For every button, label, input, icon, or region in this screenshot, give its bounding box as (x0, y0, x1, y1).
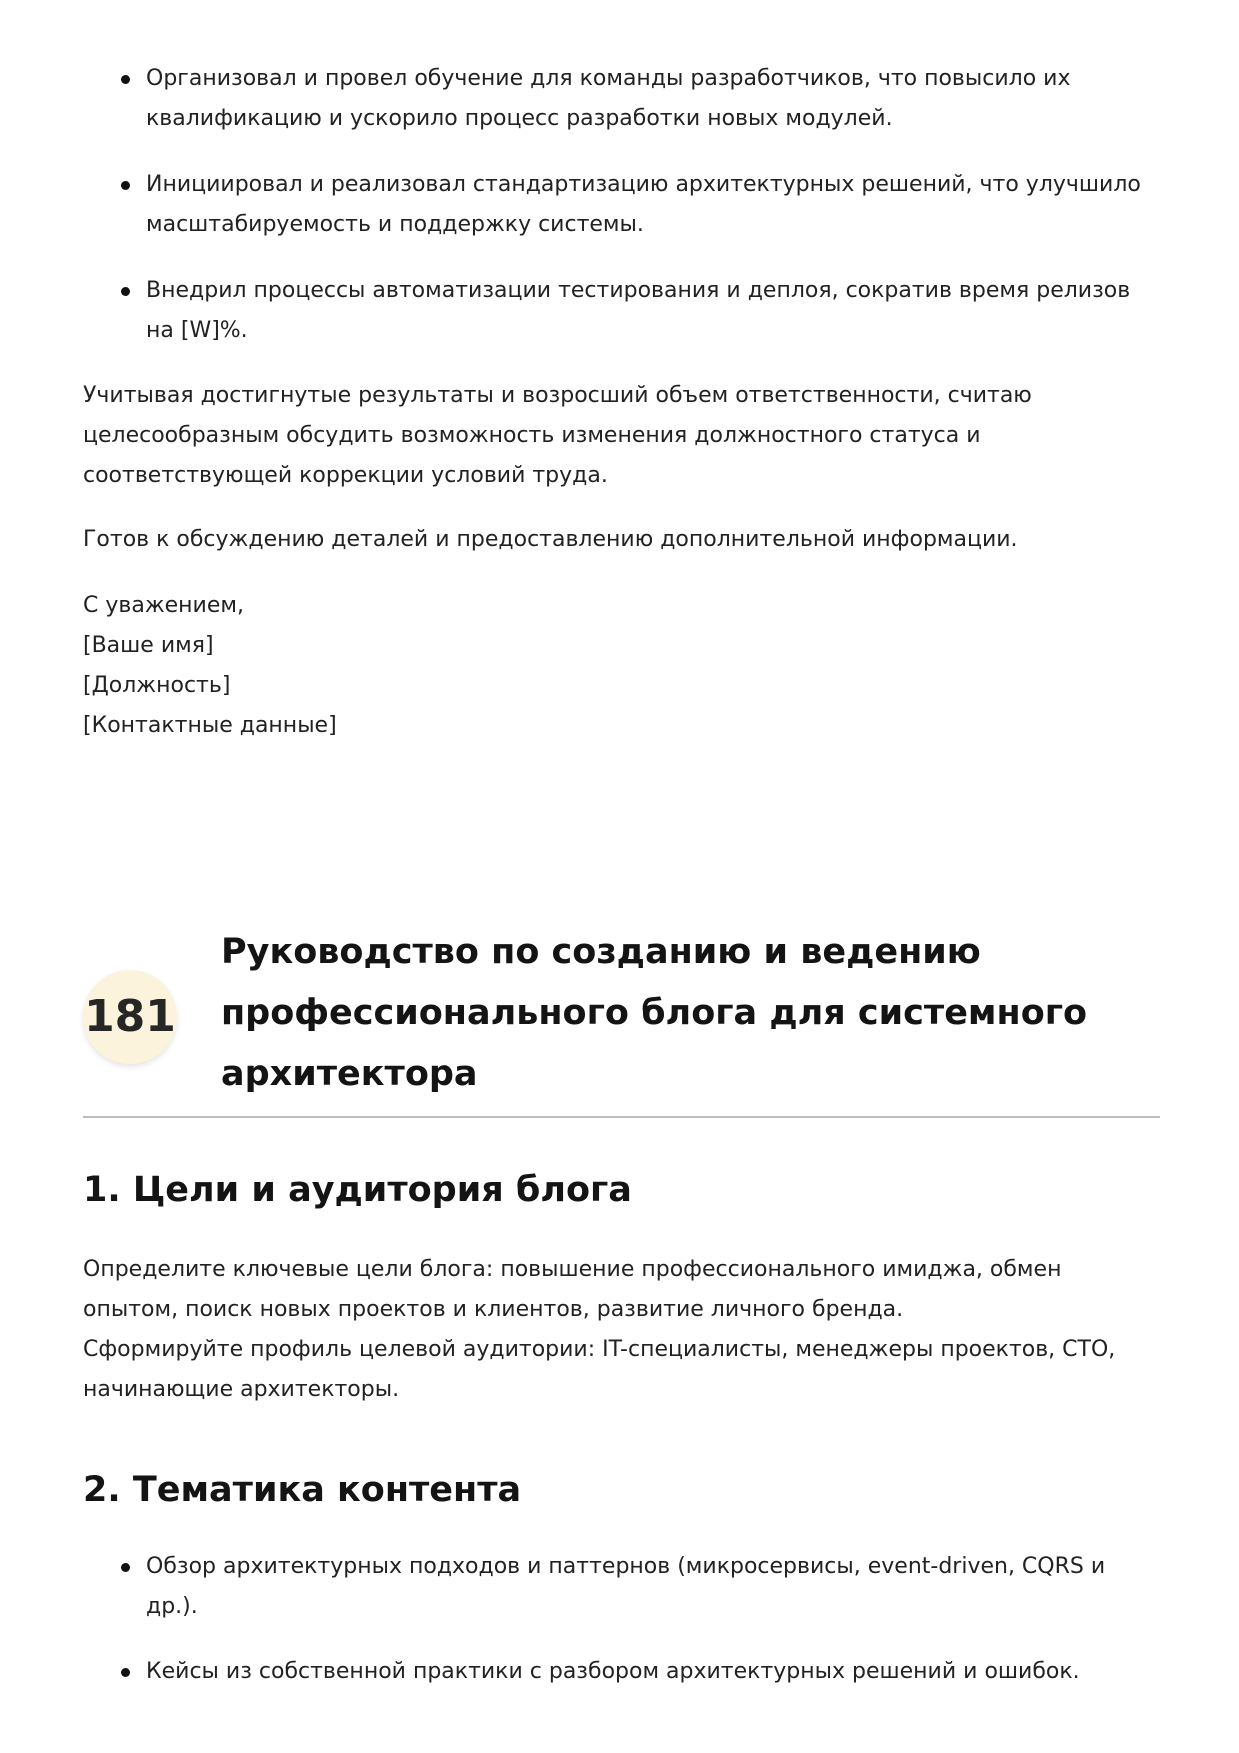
list-item-text: Инициировал и реализовал стандартизацию архитектурных решений, что улучшило масштабируемость и поддержку системы. (146, 172, 1141, 237)
signature-position: [Должность] (83, 673, 231, 698)
goals-line: Определите ключевые цели блога: повышение профессионального имиджа, обмен опытом, поиск новых проектов и клиентов, развитие личного бренда. (83, 1257, 1062, 1322)
section-number-badge: 181 (83, 970, 177, 1064)
signature-contacts: [Контактные данные] (83, 713, 337, 738)
audience-line: Сформируйте профиль целевой аудитории: IT-специалисты, менеджеры проектов, CTO, начинающие архитекторы. (83, 1337, 1116, 1402)
list-item (83, 271, 1160, 351)
list-item-text: Внедрил процессы автоматизации тестирования и деплоя, сократив время релизов на [W]%. (146, 278, 1131, 343)
signature-closing: С уважением, (83, 593, 244, 618)
list-item-text: Кейсы из собственной практики с разбором архитектурных решений и ошибок. (146, 1659, 1080, 1684)
list-item-text: Организовал и провел обучение для команды разработчиков, что повысило их квалификацию и ускорило процесс разработки новых модулей. (146, 66, 1071, 131)
bullet-icon (121, 1563, 130, 1572)
list-item (83, 1547, 1160, 1627)
signature-name: [Ваше имя] (83, 633, 214, 658)
section-header (83, 922, 1160, 1118)
topics-list (83, 1547, 1160, 1692)
achievements-list (83, 59, 1160, 351)
ready-paragraph: Готов к обсуждению деталей и предоставлению дополнительной информации. (83, 527, 1018, 552)
bullet-icon (121, 287, 130, 296)
results-paragraph: Учитывая достигнутые результаты и возросший объем ответственности, считаю целесообразным обсудить возможность изменения должностного статуса и соответствующей коррекции условий труда. (83, 383, 1032, 488)
bullet-icon (121, 75, 130, 84)
goals-paragraph (83, 1250, 1160, 1410)
bullet-icon (121, 181, 130, 190)
list-item-text: Обзор архитектурных подходов и паттернов (микросервисы, event-driven, CQRS и др.). (146, 1554, 1106, 1619)
list-item (83, 165, 1160, 245)
topics-heading: 2. Тематика контента (83, 1470, 522, 1510)
list-item (83, 59, 1160, 139)
list-item (83, 1652, 1160, 1692)
signature-block (83, 586, 1160, 746)
bullet-icon (121, 1668, 130, 1677)
section-title: Руководство по созданию и ведению профессионального блога для системного архитектора (221, 932, 1088, 1094)
goals-heading: 1. Цели и аудитория блога (83, 1170, 632, 1210)
